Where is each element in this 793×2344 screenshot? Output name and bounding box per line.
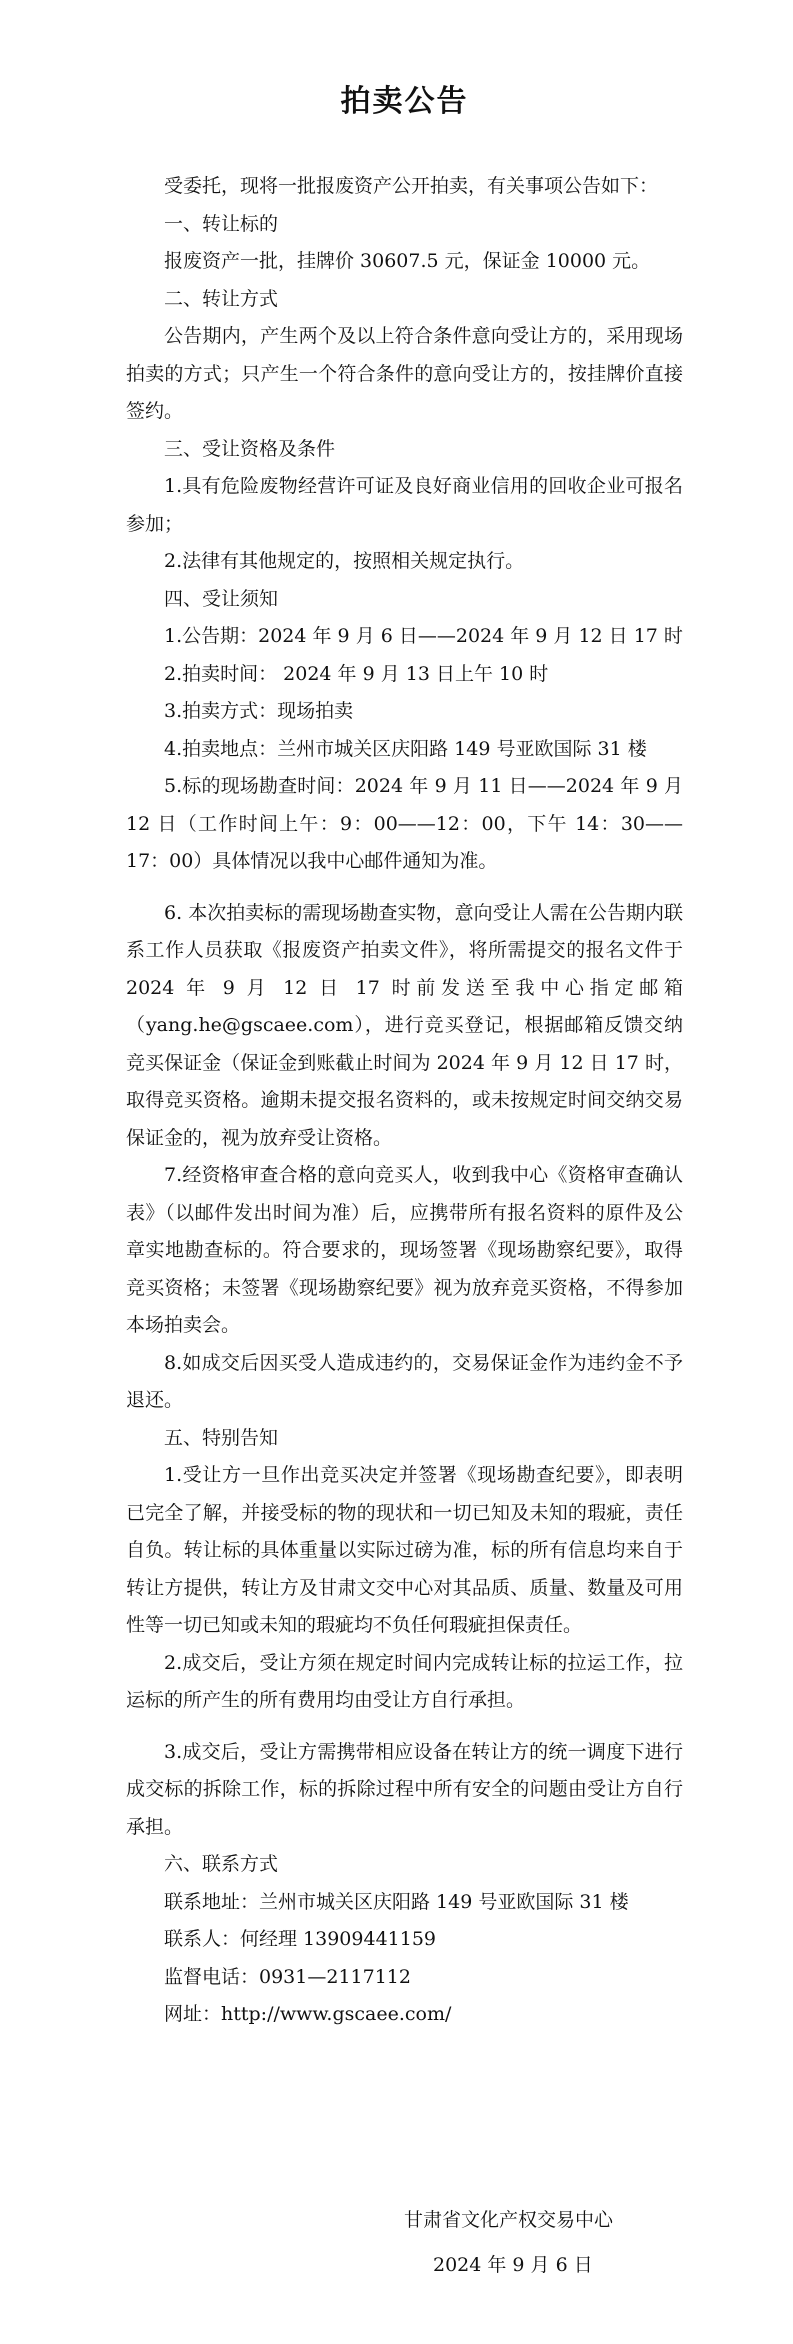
signature-date: 2024 年 9 月 6 日 xyxy=(433,2254,593,2276)
section-4-item-2: 2.拍卖时间： 2024 年 9 月 13 日上午 10 时 xyxy=(164,662,549,685)
section-5-item-2: 2.成交后，受让方须在规定时间内完成转让标的拉运工作，拉运标的所产生的所有费用均由受让方自行承担。 xyxy=(126,1651,683,1711)
section-3-heading: 三、受让资格及条件 xyxy=(164,437,336,460)
section-5-item-1: 1.受让方一旦作出竞买决定并签署《现场勘查纪要》，即表明已完全了解，并接受标的物的现状和一切已知及未知的瑕疵，责任自负。转让标的具体重量以实际过磅为准，标的所有信息均来自于转让方提供，转让方及甘肃文交中心对其品质、质量、数量及可用性等一切已知或未知的瑕疵均不负任何瑕疵担保责任。 xyxy=(126,1464,683,1636)
signature-org: 甘肃省文化产权交易中心 xyxy=(404,2209,614,2231)
website-link: 网址：http://www.gscaee.com/ xyxy=(164,2003,452,2025)
contact-person: 联系人：何经理 13909441159 xyxy=(164,1928,437,1950)
contact-address: 联系地址：兰州市城关区庆阳路 149 号亚欧国际 31 楼 xyxy=(164,1890,629,1913)
section-3-item-1: 1.具有危险废物经营许可证及良好商业信用的回收企业可报名参加； xyxy=(126,475,683,535)
section-1-text: 报废资产一批，挂牌价 30607.5 元，保证金 10000 元。 xyxy=(164,250,651,272)
section-4-item-3: 3.拍卖方式：现场拍卖 xyxy=(164,700,354,722)
section-2-text: 公告期内，产生两个及以上符合条件意向受让方的，采用现场拍卖的方式；只产生一个符合条件的意向受让方的，按挂牌价直接签约。 xyxy=(126,325,683,422)
section-1-heading: 一、转让标的 xyxy=(164,212,279,235)
intro-paragraph: 受委托，现将一批报废资产公开拍卖，有关事项公告如下： xyxy=(164,175,659,197)
section-4-item-5: 5.标的现场勘查时间：2024 年 9 月 11 日——2024 年 9 月 12 日（工作时间上午：9：00——12：00，下午 14：30——17：00）具体情况以我中心邮件通知为准。 xyxy=(126,775,683,872)
supervision-phone: 监督电话：0931—2117112 xyxy=(164,1965,411,1988)
section-6-heading: 六、联系方式 xyxy=(164,1853,279,1875)
section-4-item-7: 7.经资格审查合格的意向竞买人，收到我中心《资格审查确认表》（以邮件发出时间为准）后，应携带所有报名资料的原件及公章实地勘查标的。符合要求的，现场签署《现场勘察纪要》，取得竞买资格；未签署《现场勘察纪要》视为放弃竞买资格，不得参加本场拍卖会。 xyxy=(126,1164,683,1336)
section-5-heading: 五、特别告知 xyxy=(164,1426,279,1449)
section-2-heading: 二、转让方式 xyxy=(164,287,279,310)
section-4-item-1: 1.公告期：2024 年 9 月 6 日——2024 年 9 月 12 日 17 时 xyxy=(164,625,683,647)
section-4-heading: 四、受让须知 xyxy=(164,587,279,610)
section-4-item-6: 6. 本次拍卖标的需现场勘查实物，意向受让人需在公告期内联系工作人员获取《报废资产拍卖文件》，将所需提交的报名文件于 2024 年 9 月 12 日 17 时前发送至我中心指定邮箱（yang.he@gscaee.com），进行竞买登记，根据邮箱反馈交纳竞买保证金（保证金到账截止时间为 2024 年 9 月 12 日 17 时，取得竞买资格。逾期未提交报名资料的，或未按规定时间交纳交易保证金的，视为放弃受让资格。 xyxy=(126,901,683,1149)
page-title: 拍卖公告 xyxy=(340,84,469,119)
section-4-item-4: 4.拍卖地点：兰州市城关区庆阳路 149 号亚欧国际 31 楼 xyxy=(164,737,647,760)
section-5-item-3: 3.成交后，受让方需携带相应设备在转让方的统一调度下进行成交标的拆除工作，标的拆除过程中所有安全的问题由受让方自行承担。 xyxy=(126,1740,683,1838)
section-3-item-2: 2.法律有其他规定的，按照相关规定执行。 xyxy=(164,550,525,572)
section-4-item-8: 8.如成交后因买受人造成违约的，交易保证金作为违约金不予退还。 xyxy=(126,1351,683,1411)
